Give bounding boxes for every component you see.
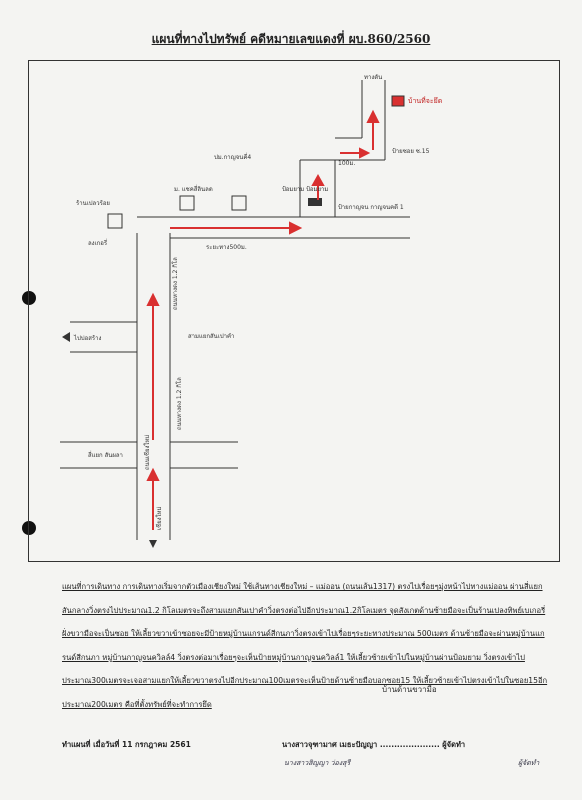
route-description-tail: คือที่ตั้งทรัพย์ที่จะทำการยึด bbox=[124, 699, 212, 709]
village-box-1 bbox=[180, 196, 194, 210]
footer-maker: นางสาวจุฑามาศ เมธะปัญญา ..................... ผู้จัดทำ bbox=[282, 740, 466, 749]
west-pointer bbox=[62, 332, 70, 342]
label-to-chiangmai: ถนนเชียงใหม่ bbox=[144, 434, 151, 470]
guard-gate bbox=[308, 198, 322, 206]
label-distance-500: ระยะทาง500ม. bbox=[206, 244, 247, 251]
village-box-2 bbox=[232, 196, 246, 210]
footer-signature-name: นางสาวสิญญา ว่องสุรี bbox=[284, 759, 351, 767]
footer-signature-role: ผู้จัดทำ bbox=[518, 759, 540, 767]
label-guard: ป้อมยาม ป้อมยาม bbox=[282, 186, 329, 193]
label-to-border: ไปบ่อสร้าง bbox=[74, 335, 102, 342]
label-north-end: ทางตัน bbox=[364, 74, 383, 81]
label-junction: สามแยกสันเปาคำ bbox=[188, 333, 235, 340]
label-from-chiangmai: เชียงใหม่ bbox=[156, 506, 163, 530]
page-title: แผนที่ทางไปทรัพย์ คดีหมายเลขแดงที่ ผบ.860/2560 bbox=[151, 32, 431, 46]
label-junction2: สี่แยก สันผลา bbox=[88, 452, 123, 459]
footer-date: ทำแผนที่ เมื่อวันที่ 11 กรกฎาคม 2561 bbox=[62, 740, 191, 749]
south-pointer bbox=[149, 540, 157, 548]
label-shop: ร้านเปลวร้อย bbox=[76, 200, 110, 207]
shop-box bbox=[108, 214, 122, 228]
label-shop2: ลงเกอรี่ bbox=[88, 240, 108, 247]
label-pole-15: ป้ายซอย ซ.15 bbox=[392, 148, 430, 155]
label-sign-kanchana1: ป้ายกาญจน กาญจนคดี 1 bbox=[338, 204, 404, 211]
label-property: บ้านที่จะยึด bbox=[408, 97, 443, 105]
label-moo4-sign: ปม.กาญจนคี่4 bbox=[214, 154, 252, 161]
property-box bbox=[392, 96, 404, 106]
label-village-entry: ม. แชคสี่ลินลด bbox=[174, 186, 213, 193]
route-description bbox=[62, 575, 552, 716]
label-road-up: ถนนหางดง 1.2 กิโล bbox=[172, 257, 179, 310]
label-distance-100: 100ม. bbox=[338, 160, 356, 167]
side-note: บ้านด้านขวามือ bbox=[382, 685, 437, 694]
label-road-down: ถนนหางดง 1.2 กิโล bbox=[176, 377, 183, 430]
route-description-text: แผนที่การเดินทาง การเดินทางเริ่มจากตัวเมืองเชียงใหม่ ใช้เส้นทางเชียงใหม่ – แม่ออน (ถนนเส้น1317) ตรงไปเรื่อยๆมุ่งหน้าไปทางแม่ออน ผ่านสี่แยกสันกลางวิ่งตรงไปประมาณ1.2 กิโลเมตรจะถึงสามแยกสันเปาคำวิ่งตรงต่อไปอีกประมาณ1.2กิโลเมตร จุดสังเกตด้านซ้ายมือจะเป็นร้านเปลงทิพย์เบเกอรี่ ฝั่งขวามือจะเป็นซอย ให้เลี้ยวขวาเข้าซอยจะมีป้ายหมู่บ้านแกรนด์สีกนภาวิ่งตรงเข้าไปเรื่อยๆระยะทางประมาณ 500เมตร ด้านซ้ายมือจะผ่านหมู่บ้านแกรนด์สีกนภา หมู่บ้านกาญจนควิลล์4 วิ่งตรงต่อมาเรื่อยๆจะเห็นป้ายหมู่บ้านกาญจนควิลล์1 ให้เลี้ยวซ้ายเข้าไปในหมู่บ้านผ่านป้อมยาม วิ่งตรงเข้าไปประมาณ300เมตรจะเจอสามแยกให้เลี้ยวขวาตรงไปอีกประมาณ100เมตรจะเห็นป้ายด้านซ้ายมือบอกซอย15 ให้เลี้ยวซ้ายเข้าไปตรงเข้าไปในซอย15อีกประมาณ200เมตร bbox=[62, 582, 548, 709]
